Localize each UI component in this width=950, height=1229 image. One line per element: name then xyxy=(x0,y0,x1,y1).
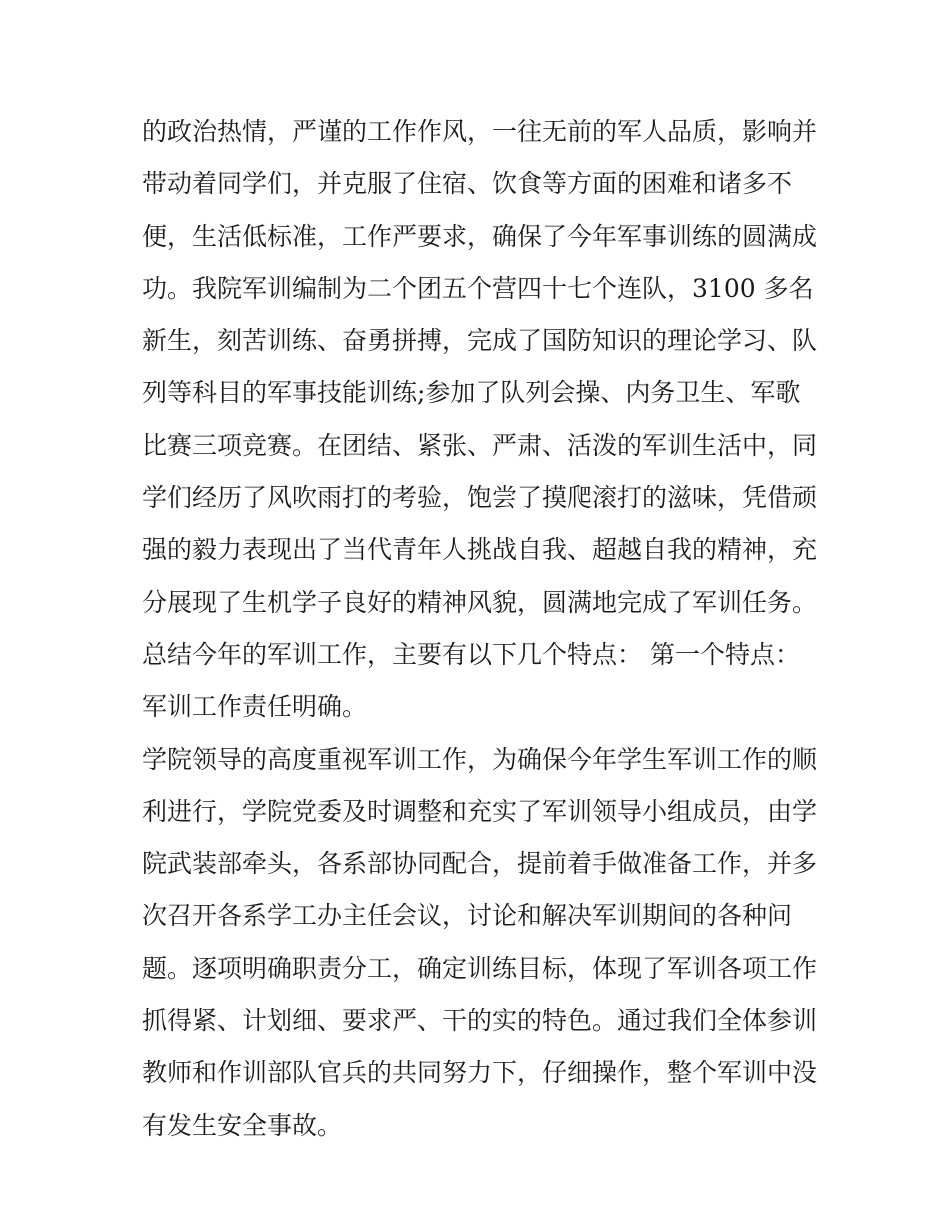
body-text xyxy=(142,106,822,1152)
text-line: 便，生活低标准，工作严要求，确保了今年军事训练的圆满成 xyxy=(142,221,818,251)
text-line: 教师和作训部队官兵的共同努力下，仔细操作，整个军训中没 xyxy=(142,1058,818,1088)
text-line: 分展现了生机学子良好的精神风貌，圆满地完成了军训任务。 xyxy=(142,587,818,617)
text-line: 利进行，学院党委及时调整和充实了军训领导小组成员，由学 xyxy=(142,796,818,826)
text-line: 有发生安全事故。 xyxy=(142,1110,343,1140)
text-line: 列等科目的军事技能训练;参加了队列会操、内务卫生、军歌 xyxy=(142,378,801,408)
text-line: 功。我院军训编制为二个团五个营四十七个连队，3100 多名 xyxy=(142,273,814,303)
text-line: 学们经历了风吹雨打的考验，饱尝了摸爬滚打的滋味，凭借顽 xyxy=(142,483,818,513)
text-line: 带动着同学们，并克服了住宿、饮食等方面的困难和诸多不 xyxy=(142,169,793,199)
text-line: 题。逐项明确职责分工，确定训练目标，体现了军训各项工作 xyxy=(142,953,818,983)
text-line: 的政治热情，严谨的工作作风，一往无前的军人品质，影响并 xyxy=(142,117,818,146)
text-line: 新生，刻苦训练、奋勇拼搏，完成了国防知识的理论学习、队 xyxy=(142,326,818,356)
text-line: 学院领导的高度重视军训工作，为确保今年学生军训工作的顺 xyxy=(142,744,818,774)
text-line: 抓得紧、计划细、要求严、干的实的特色。通过我们全体参训 xyxy=(142,1006,818,1036)
text-line: 院武装部牵头，各系部协同配合，提前着手做准备工作，并多 xyxy=(142,849,818,879)
text-line: 比赛三项竞赛。在团结、紧张、严肃、活泼的军训生活中，同 xyxy=(142,430,818,460)
text-line: 总结今年的军训工作，主要有以下几个特点： 第一个特点： xyxy=(142,639,800,669)
text-line: 军训工作责任明确。 xyxy=(142,692,368,722)
text-line: 次召开各系学工办主任会议，讨论和解决军训期间的各种问 xyxy=(142,901,793,931)
text-line: 强的毅力表现出了当代青年人挑战自我、超越自我的精神，充 xyxy=(142,535,818,565)
